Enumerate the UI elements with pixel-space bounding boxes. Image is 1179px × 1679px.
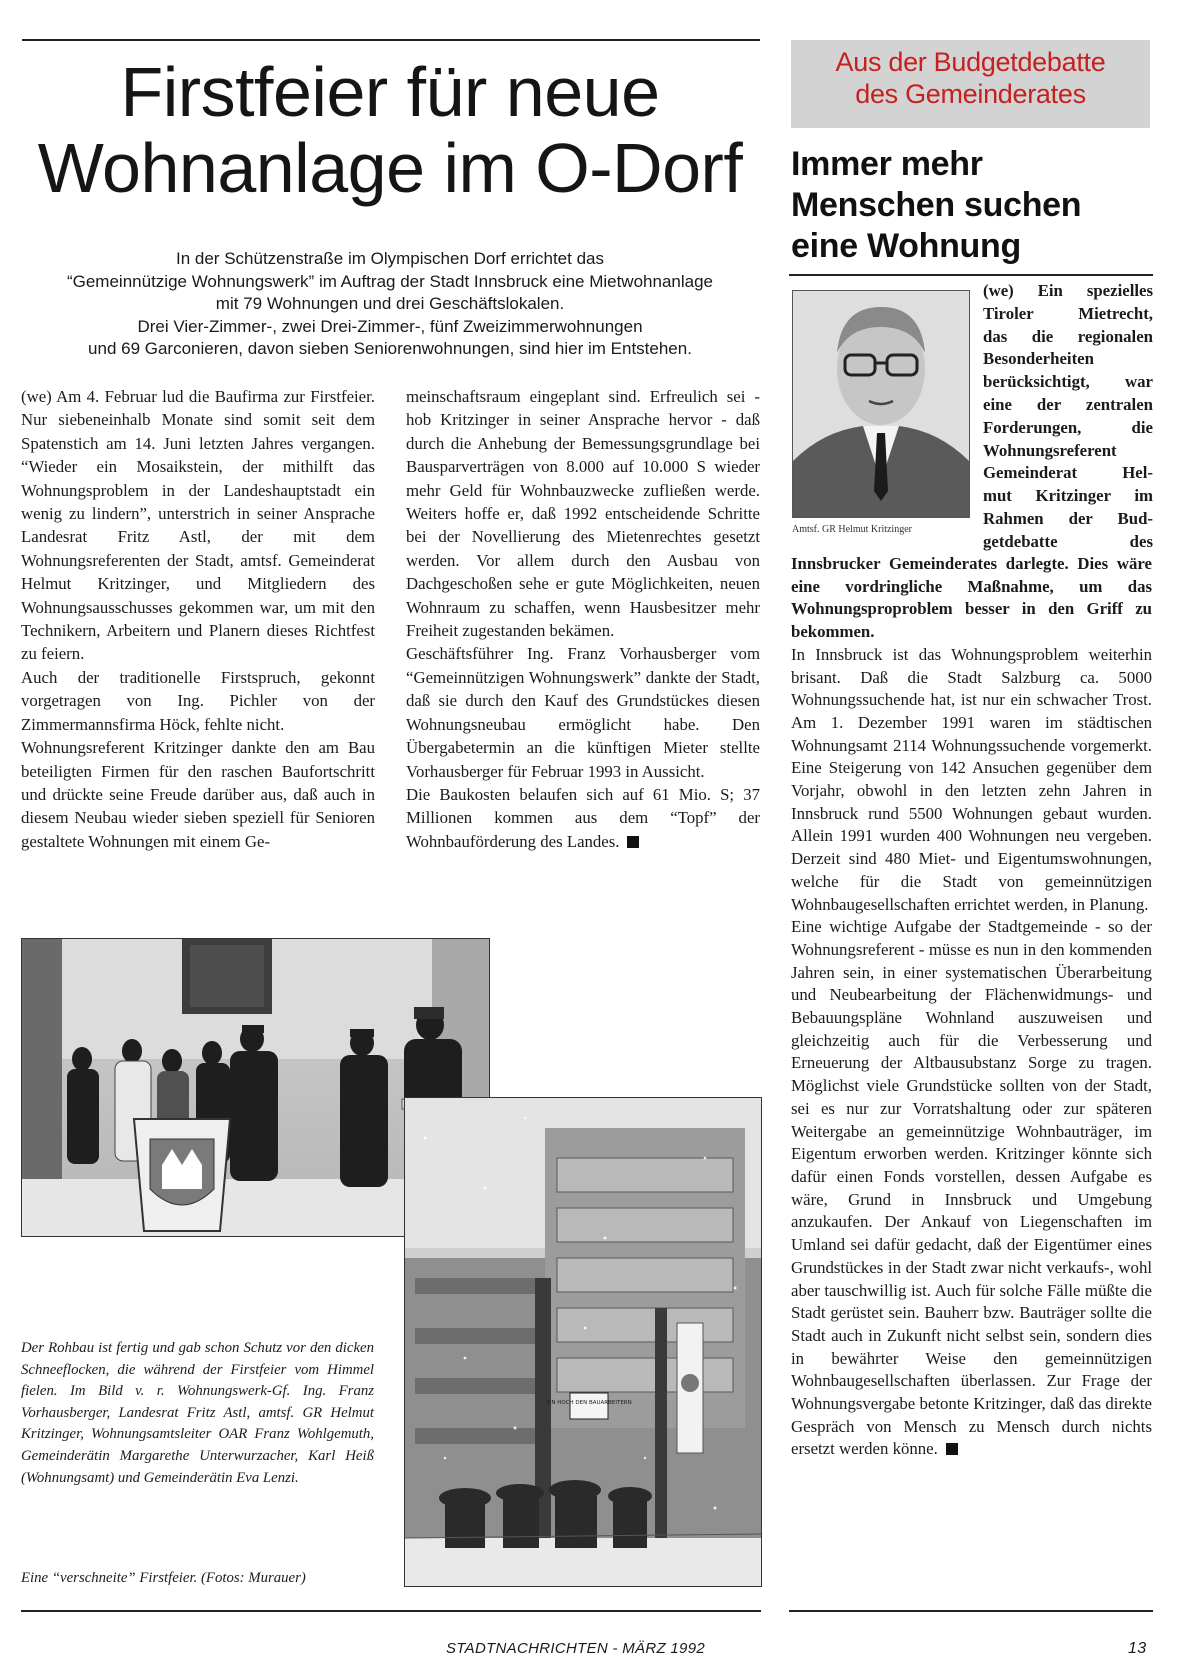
sidebar-lead-wrap [983, 280, 1153, 554]
top-rule-left [22, 39, 760, 41]
lead-wrap-line: Gemeinderat Hel- [983, 463, 1153, 483]
lead-wrap-line: Rahmen der Bud- [983, 508, 1153, 528]
article-column-1 [21, 385, 375, 853]
paragraph: In Innsbruck ist das Wohnungsproblem weiterhin brisant. Daß die Stadt Salzburg ca. 5000 Wohnungssuchende hat, ist nur ein schwacher Trost. Am 1. Dezember 1991 waren im städtischen Wohnungsamt 2114 Wohnungssuchende vorgemerkt. Eine Steigerung von 142 Ansuchen gegenüber dem Vorjahr, obwohl in den letzten zehn Jahren in Innsbruck rund 5500 Wohnungen gebaut wurden. Allein 1991 wurden 400 Wohnungen neu vergeben. Derzeit sind 480 Miet- und Eigentumswohnungen, welche für die Stadt von gemeinnützigen Wohnbaugesellschaften errichtet werden, in Planung. [791, 644, 1152, 914]
photo-credit-caption: Eine “verschneite” Firstfeier. (Fotos: Murauer) [21, 1570, 306, 1586]
lead-wrap-line: eine der zentralen [983, 394, 1153, 414]
photo-building-image [405, 1098, 761, 1586]
article-title-line-1: Firstfeier für neue [120, 53, 660, 131]
sidebar-lead-continued: Innsbrucker Gemeinderates darlegte. Dies wäre eine vordringliche Maßnahme, um das Wohnungsproproblem besser in den Griff zu bekommen. [791, 554, 1152, 642]
lead-wrap-line: getdebatte des [983, 531, 1153, 551]
end-mark-icon [946, 1443, 958, 1455]
sidebar-headline-line-1: Immer mehr [791, 145, 983, 183]
lead-wrap-line: Wohnungsreferent [983, 440, 1117, 460]
sidebar-kicker-line-2: des Gemeinderates [855, 79, 1086, 109]
sidebar-headline [791, 144, 1161, 267]
lead-line: “Gemeinnützige Wohnungswerk” im Auftrag der Stadt Innsbruck eine Mietwohnanlage [66, 271, 714, 291]
paragraph-text: Eine wichtige Aufgabe der Stadtgemeinde - so der Wohnungsreferent - müsse es nun in den kommenden Jahren sein, in einer systematischen Überarbeitung und Neubearbeitung der Flächenwidmungs- und Bebauungspläne Wohnland auszuweisen und gleichzeitig auch für die Verbesserung und Erneuerung der Altbausubstanz Sorge zu tragen. Möglichst viele Grundstücke sollten von der Stadt, sei es nur zur Vorratshaltung oder zur späteren Weitergabe an gemeinnützige Wohnbauträger, im Eigentum erworben werden. Kritzinger könnte sich dafür einen Fonds vorstellen, dessen Aufgabe es wäre, Grund in Innsbruck und Umgebung anzukaufen. Der Ankauf von Liegenschaften im Umland sei dafür gedacht, daß der Eigentümer eines Grundstückes in der Stadt zwar nicht verkaufs-, wohl aber tauschwillig ist. Auch für solche Fälle müßte die Stadt gerüstet sein. Bauherr bzw. Bauträger sollte die Stadt auch in Zukunft nicht selbst sein, sondern dies in bewährter Weise den gemeinnützigen Wohnbaugesellschaften überlassen. Zur Frage der Wohnungsvergabe betonte Kritzinger, daß das direkte Gespräch von Mensch zu Mensch durch nichts ersetzt werden könne. [791, 917, 1152, 1459]
lead-line: In der Schützenstraße im Olympischen Dorf errichtet das [176, 249, 604, 268]
portrait-caption: Amtsf. GR Helmut Kritzinger [792, 524, 912, 535]
lead-wrap-line: Tiroler Mietrecht, [983, 303, 1153, 323]
article-column-2 [406, 385, 760, 853]
sidebar-body [791, 553, 1152, 1461]
sidebar-headline-line-3: eine Wohnung [791, 227, 1021, 265]
sidebar-rule [789, 274, 1153, 276]
paragraph-text: Die Baukosten belaufen sich auf 61 Mio. S; 37 Millionen kommen aus dem “Topf” der Wohnbauförderung des Landes. [406, 784, 760, 851]
bottom-rule-left [21, 1610, 761, 1612]
paragraph: Geschäftsführer Ing. Franz Vorhausberger vom “Gemeinnützigen Wohnungswerk” dankte der Stadt, daß sie durch den Kauf des Grundstückes diesen Wohnungsneubau ermöglicht habe. Den Übergabetermin an die künftigen Mieter stellte Vorhausberger für Februar 1993 in Aussicht. [406, 644, 760, 781]
lead-wrap-line: (we) Ein spezielles [983, 281, 1153, 300]
sidebar-kicker-line-1: Aus der Budgetdebatte [835, 47, 1106, 77]
footer-page-number: 13 [1128, 1640, 1147, 1657]
portrait-photo [792, 290, 970, 518]
article-title-line-2: Wohnanlage im O-Dorf [37, 129, 743, 207]
lead-wrap-line: das die regionalen [983, 326, 1153, 346]
sidebar-kicker [791, 40, 1150, 128]
sidebar-headline-line-2: Menschen suchen [791, 186, 1082, 224]
lead-wrap-line: mut Kritzinger im [983, 486, 1153, 506]
paragraph [791, 916, 1152, 1461]
construction-sign-text: EIN HOCH DEN BAUARBEITERN [546, 1400, 632, 1406]
article-lead [20, 248, 760, 361]
lead-line: mit 79 Wohnungen und drei Geschäftslokalen. [215, 294, 565, 313]
paragraph: Auch der traditionelle Firstspruch, gekonnt vorgetragen von Ing. Pichler von der Zimmermannsfirma Höck, fehlte nicht. [21, 667, 375, 734]
article-title [20, 52, 760, 208]
paragraph: Wohnungsreferent Kritzinger dankte den am Bau beteiligten Firmen für den raschen Baufortschritt und drückte seine Freude darüber aus, daß auch in diesem Neubau wieder sieben speziell für Senioren gestaltete Wohnungen mit einem Ge- [21, 738, 375, 851]
portrait-image [793, 291, 969, 517]
lead-wrap-line: Forderungen, die [983, 417, 1153, 437]
bottom-rule-right [789, 1610, 1153, 1612]
lead-line: Drei Vier-Zimmer-, zwei Drei-Zimmer-, fünf Zweizimmerwohnungen [137, 316, 643, 336]
lead-wrap-line: berücksichtigt, war [983, 372, 1153, 392]
photo-caption: Der Rohbau ist fertig und gab schon Schutz vor den dicken Schneeflocken, die während der Firstfeier vom Himmel fielen. Im Bild v. r. Wohnungswerk-Gf. Ing. Franz Vorhausberger, Landesrat Fritz Astl, amtsf. GR Helmut Kritzinger, Wohnungsamtsleiter OAR Franz Wohlgemuth, Gemeinderätin Margarethe Unterwurzacher, Karl Heiß (Wohnungsamt) und Gemeinderätin Eva Lenzi. [21, 1340, 374, 1486]
lead-line: und 69 Garconieren, davon sieben Seniorenwohnungen, sind hier im Entstehen. [88, 339, 692, 358]
paragraph: meinschaftsraum eingeplant sind. Erfreulich sei - hob Kritzinger in seiner Ansprache hervor - daß durch die Anhebung der Bemessungsgrundlage bei Bausparverträgen von 8.000 auf 10.000 S wieder mehr Geld für Wohnbauzwecke zufließen werde. Weiters hoffe er, daß 1992 entscheidende Schritte bei der Novellierung des Mietenrechtes gesetzt werden. Vor allem durch den Ausbau von Dachgeschoßen sehe er gute Möglichkeiten, neuen Wohnraum zu schaffen, wenn Hausbesitzer mehr Freiheit zugestanden bekämen. [406, 387, 760, 641]
paragraph [406, 783, 760, 853]
footer-publication: STADTNACHRICHTEN - MÄRZ 1992 [446, 1640, 705, 1657]
paragraph: (we) Am 4. Februar lud die Baufirma zur Firstfeier. Nur siebeneinhalb Monate sind somit seit dem Spatenstich am 14. Juni letzten Jahres vergangen. “Wieder ein Mosaikstein, der mithilft das Wohnungsproblem in der Landeshauptstadt ein wenig zu lindern”, unterstrich in seiner Ansprache Landesrat Fritz Astl, der mit dem Wohnungsreferenten der Stadt, amtsf. Gemeinderat Helmut Kritzinger, und Mitgliedern des Wohnungsausschusses gekommen war, um mit den Technikern, Arbeitern und Planern dieses Richtfest zu feiern. [21, 387, 375, 664]
end-mark-icon [627, 836, 639, 848]
lead-wrap-line: Besonderheiten [983, 349, 1094, 369]
photo-building [404, 1097, 762, 1587]
